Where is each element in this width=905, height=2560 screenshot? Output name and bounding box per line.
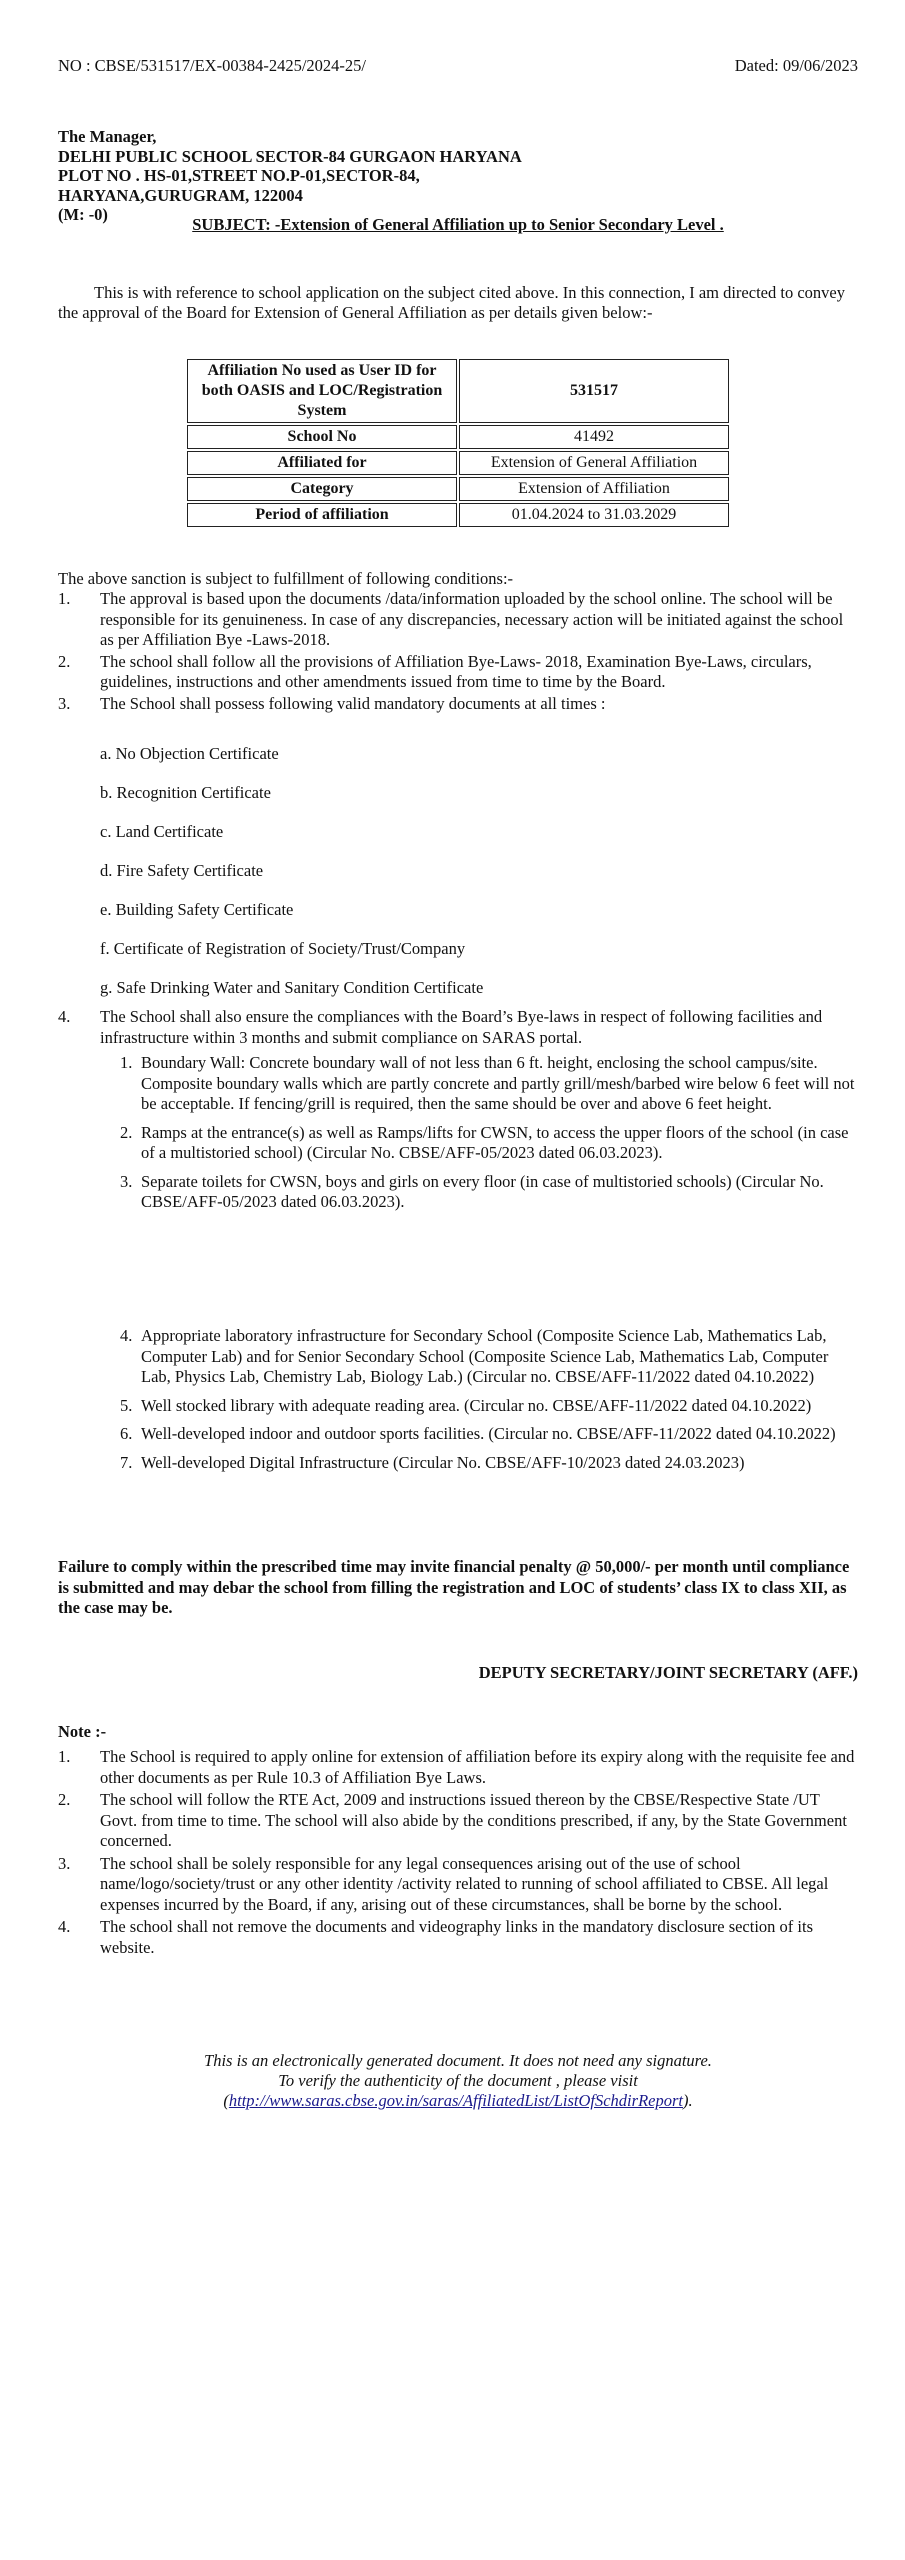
list-item bbox=[120, 1172, 860, 1213]
table-label: Category bbox=[187, 477, 457, 501]
list-number: 6. bbox=[120, 1424, 133, 1443]
list-item bbox=[120, 1326, 860, 1388]
list-text: The School shall also ensure the compliances with the Board’s Bye-laws in respect of following facilities and infrastructure within 3 months and submit compliance on SARAS portal. bbox=[100, 1007, 823, 1047]
addressee-phone: (M: -0) bbox=[58, 205, 108, 224]
list-text: Ramps at the entrance(s) as well as Ramps/lifts for CWSN, to access the upper floors of the school (in case of a multistoried school) (Circular No. CBSE/AFF-05/2023 dated 06.03.2023). bbox=[141, 1122, 849, 1162]
list-text: The school shall be solely responsible for any legal consequences arising out of the use of school name/logo/society/trust or any other identity /activity related to running of school affiliated to CBSE. All legal expenses incurred by the Board, if any, arising out of these circumstances, shall be borne by the school. bbox=[100, 1853, 829, 1914]
list-item bbox=[120, 1053, 860, 1115]
notes-list bbox=[58, 1747, 858, 1958]
list-text: Separate toilets for CWSN, boys and girls on every floor (in case of multistoried schools) (Circular No. CBSE/AFF-05/2023 dated 06.03.2023). bbox=[141, 1171, 824, 1211]
facilities-list-continued bbox=[120, 1326, 860, 1481]
table-row bbox=[187, 359, 729, 423]
list-number: 3. bbox=[120, 1171, 133, 1191]
list-text: Appropriate laboratory infrastructure for Secondary School (Composite Science Lab, Mathematics Lab, Computer Lab) and for Senior Secondary School (Composite Science Lab, Mathematics Lab, Computer Lab, Physics Lab, Chemistry Lab, Biology Lab.) (Circular no. CBSE/AFF-11/2022 dated 04.10.2022) bbox=[141, 1326, 829, 1386]
list-number: 5. bbox=[120, 1395, 133, 1415]
footer-note bbox=[58, 2051, 858, 2111]
document-item: a. No Objection Certificate bbox=[100, 744, 279, 763]
conditions-list-continued bbox=[58, 1007, 858, 1048]
list-item bbox=[58, 652, 858, 693]
list-text: The approval is based upon the documents /data/information uploaded by the school online. The school will be responsible for its genuineness. In case of any discrepancies, necessary action will be initiated against the school as per Affiliation Bye -Laws-2018. bbox=[100, 589, 844, 649]
conditions-list bbox=[58, 589, 858, 714]
penalty-notice: Failure to comply within the prescribed time may invite financial penalty @ 50,000/- per month until compliance is submitted and may debar the school from filling the registration and LOC of students’ class IX to class XII, as the case may be. bbox=[58, 1557, 850, 1617]
list-text: The School is required to apply online for extension of affiliation before its expiry along with the requisite fee and other documents as per Rule 10.3 of Affiliation Bye Laws. bbox=[100, 1747, 855, 1787]
list-text: The school shall follow all the provisions of Affiliation Bye-Laws- 2018, Examination Bye-Laws, circulars, guidelines, instructions and other amendments issued from time to time by the Board. bbox=[100, 651, 812, 691]
paren-open: ( bbox=[223, 2091, 229, 2110]
note-heading: Note :- bbox=[58, 1722, 107, 1741]
list-number: 1. bbox=[58, 589, 71, 608]
list-item bbox=[58, 1854, 858, 1916]
list-number: 3. bbox=[58, 1853, 71, 1873]
document-item: b. Recognition Certificate bbox=[100, 783, 271, 802]
table-value: 01.04.2024 to 31.03.2029 bbox=[459, 503, 729, 527]
footer-line: This is an electronically generated document. It does not need any signature. bbox=[204, 2051, 712, 2070]
list-item bbox=[58, 1790, 858, 1852]
list-number: 4. bbox=[58, 1007, 71, 1026]
list-number: 2. bbox=[120, 1122, 133, 1142]
footer-line: To verify the authenticity of the document , please visit bbox=[278, 2071, 638, 2090]
school-name: DELHI PUBLIC SCHOOL SECTOR-84 GURGAON HARYANA bbox=[58, 146, 522, 166]
footer-link-line bbox=[58, 2091, 858, 2111]
list-number: 4. bbox=[58, 1917, 71, 1936]
document-item: d. Fire Safety Certificate bbox=[100, 861, 264, 880]
list-number: 7. bbox=[120, 1452, 133, 1472]
list-number: 1. bbox=[120, 1053, 133, 1072]
list-item bbox=[120, 1453, 860, 1474]
letter-date: Dated: 09/06/2023 bbox=[734, 56, 858, 75]
addressee-line: HARYANA,GURUGRAM, 122004 bbox=[58, 185, 303, 205]
letter-header bbox=[58, 56, 858, 75]
list-item bbox=[58, 589, 858, 651]
table-value: Extension of General Affiliation bbox=[459, 451, 729, 475]
list-item bbox=[58, 1007, 858, 1048]
addressee-block bbox=[58, 127, 522, 225]
list-text: The school will follow the RTE Act, 2009 and instructions issued thereon by the CBSE/Respective State /UT Govt. from time to time. The school will also abide by the conditions prescribed, if any, by the State Government concerned. bbox=[100, 1790, 847, 1850]
addressee-line: PLOT NO . HS-01,STREET NO.P-01,SECTOR-84, bbox=[58, 166, 420, 185]
document-item: e. Building Safety Certificate bbox=[100, 900, 294, 919]
list-text: The school shall not remove the documents and videography links in the mandatory disclosure section of its website. bbox=[100, 1917, 814, 1957]
conditions-heading: The above sanction is subject to fulfillment of following conditions:- bbox=[58, 569, 514, 588]
document-item: g. Safe Drinking Water and Sanitary Condition Certificate bbox=[100, 978, 484, 997]
list-text: Well-developed indoor and outdoor sports facilities. (Circular no. CBSE/AFF-11/2022 dated 04.10.2022) bbox=[141, 1424, 836, 1443]
list-item bbox=[120, 1396, 860, 1417]
addressee-line: The Manager, bbox=[58, 127, 157, 146]
list-text: Well stocked library with adequate reading area. (Circular no. CBSE/AFF-11/2022 dated 04.10.2022) bbox=[141, 1395, 812, 1415]
intro-paragraph: This is with reference to school application on the subject cited above. In this connection, I am directed to convey the approval of the Board for Extension of General Affiliation as per details given below:- bbox=[58, 283, 845, 322]
paren-close: ). bbox=[682, 2091, 693, 2110]
list-item bbox=[58, 694, 858, 715]
list-text: The School shall possess following valid mandatory documents at all times : bbox=[100, 693, 606, 713]
mandatory-documents-list bbox=[100, 744, 483, 1017]
facilities-list bbox=[120, 1053, 860, 1221]
table-row bbox=[187, 451, 729, 475]
table-row bbox=[187, 477, 729, 501]
document-item: c. Land Certificate bbox=[100, 822, 224, 841]
table-label: School No bbox=[187, 425, 457, 449]
document-item: f. Certificate of Registration of Society/Trust/Company bbox=[100, 939, 466, 958]
table-value: Extension of Affiliation bbox=[459, 477, 729, 501]
reference-number: NO : CBSE/531517/EX-00384-2425/2024-25/ bbox=[58, 56, 366, 75]
table-label: Affiliated for bbox=[187, 451, 457, 475]
list-item bbox=[120, 1123, 860, 1164]
list-number: 1. bbox=[58, 1747, 71, 1766]
list-item bbox=[58, 1917, 858, 1958]
list-item bbox=[120, 1424, 860, 1445]
list-text: Boundary Wall: Concrete boundary wall of not less than 6 ft. height, enclosing the school campus/site. Composite boundary walls which are partly concrete and partly grill/mesh/barbed wire below 6 feet will not be acceptable. If fencing/grill is required, then the same should be over and above 6 feet height. bbox=[141, 1053, 855, 1113]
list-number: 4. bbox=[120, 1326, 133, 1345]
verification-link[interactable]: http://www.saras.cbse.gov.in/saras/AffiliatedList/ListOfSchdirReport bbox=[228, 2091, 683, 2110]
table-row bbox=[187, 503, 729, 527]
list-item bbox=[58, 1747, 858, 1788]
table-value: 41492 bbox=[459, 425, 729, 449]
list-number: 2. bbox=[58, 651, 71, 671]
list-number: 3. bbox=[58, 693, 71, 713]
table-label: Period of affiliation bbox=[187, 503, 457, 527]
affiliation-number: 531517 bbox=[459, 359, 729, 423]
affiliation-details-table bbox=[185, 357, 731, 529]
subject-line: SUBJECT: -Extension of General Affiliation up to Senior Secondary Level . bbox=[192, 215, 724, 234]
list-number: 2. bbox=[58, 1790, 71, 1809]
list-text: Well-developed Digital Infrastructure (Circular No. CBSE/AFF-10/2023 dated 24.03.2023) bbox=[141, 1452, 745, 1472]
table-label: Affiliation No used as User ID for both OASIS and LOC/Registration System bbox=[187, 359, 457, 423]
table-row bbox=[187, 425, 729, 449]
signatory: DEPUTY SECRETARY/JOINT SECRETARY (AFF.) bbox=[478, 1663, 858, 1682]
